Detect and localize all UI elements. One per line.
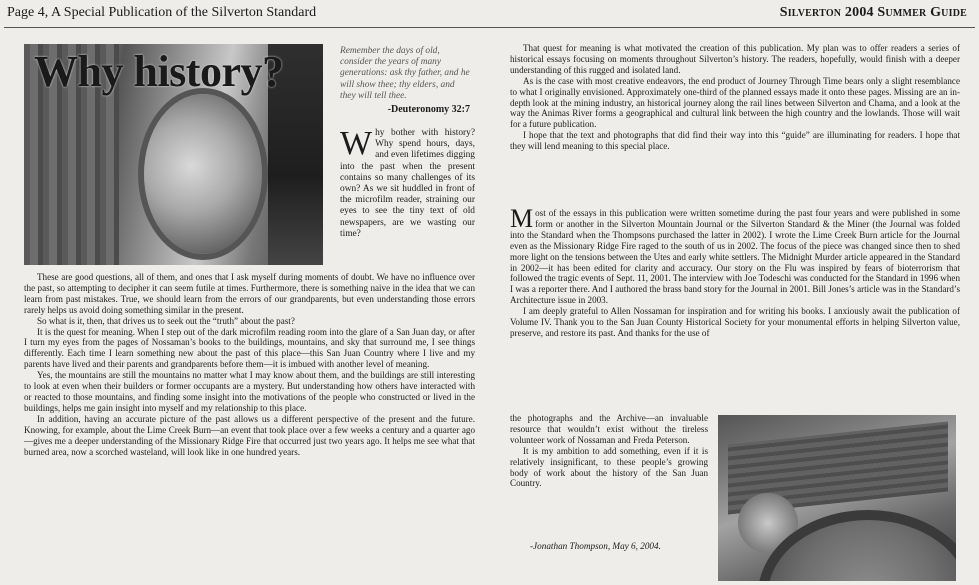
right-column-middle <box>510 204 960 339</box>
right-dropcap: M <box>510 204 534 233</box>
left-paragraph: These are good questions, all of them, and ones that I ask myself during moments of doubt. We have no influence over the past, so attempting to decipher it can seem futile at times. Furthermore, there is something naive in the idea that we can learn from past mistakes. True, we should learn from the errors of our grandparents, but even understanding those errors rarely helps us avoid doing something similar in the present. <box>24 272 475 315</box>
header-rule <box>4 27 975 28</box>
left-paragraph: So what is it, then, that drives us to seek out the “truth” about the past? <box>37 315 295 326</box>
machine-photo <box>718 415 956 581</box>
intro-text: hy bother with history? Why spend hours, days, and even lifetimes digging into the past when the present contains so many challenges of its own? As we sit huddled in front of the microfilm reader, straining our eyes to see the tiny text of old newspapers, are we wasting our time? <box>340 128 475 239</box>
right-mid-text-1: ost of the essays in this publication were written sometime during the past four years and were published in some form or another in the Silverton Mountain Journal or the Silverton Standard & the Miner (the Journal was folded into the Standard when the Thompsons purchased the latter in 2002). I wrote the Lime Creek Burn article for the Journal even as the Missionary Ridge Fire raged to the south of us in 2002. The focus of the piece was changed since then to shed more light on the tensions between the Utes and early white settlers. The Midnight Murder article appeared in the Standard in 2002—it has been edited for clarity and accuracy. Our story on the Flu was inspired by fears of bioterrorism that followed the tragic events of Sept. 11, 2001. The interview with Joe Todeschi was conducted for the Standard in 1996 when I was a reporter there. And I authored the brass band story for the Journal in 2001. Bill Jones’s article was in the Standard’s Architecture issue in 2003. <box>510 208 960 306</box>
right-column-tail <box>510 413 708 489</box>
hero-photo <box>24 44 323 265</box>
hero-photo-disc <box>144 94 262 254</box>
page-header <box>0 0 979 30</box>
right-paragraph: That quest for meaning is what motivated the creation of this publication. My plan was to offer readers a series of historical essays focusing on moments throughout Silverton’s history. The readers, hopefully, would finish with a deeper understanding of this rugged and isolated land. <box>510 43 960 75</box>
right-mid-paragraph <box>510 204 960 306</box>
intro-paragraph <box>340 125 475 240</box>
epigraph-attribution: -Deuteronomy 32:7 <box>387 104 470 115</box>
epigraph-text: Remember the days of old, consider the years of many generations: ask thy father, and he will show thee; thy elders, and they will tell thee. <box>340 46 470 101</box>
left-column-body <box>24 272 475 457</box>
header-page-label: Page 4, A Special Publication of the Silverton Standard <box>7 5 317 20</box>
right-column-top <box>510 43 960 152</box>
author-signature: -Jonathan Thompson, May 6, 2004. <box>530 541 661 551</box>
right-paragraph: As is the case with most creative endeavors, the end product of Journey Through Time bears only a slight resemblance to what I originally envisioned. Approximately one-third of the planned essays made it onto these pages. Missing are an in-depth look at the mining industry, an historical journey along the rail lines between Silverton and Chama, and a look at the way the Animas River forms a geographical and cultural link between the high country and the lowlands. Those will wait for a future publication. <box>510 75 960 130</box>
right-tail-paragraph: It is my ambition to add something, even if it is relatively insignificant, to these people’s growing body of work about the history of the San Juan Country. <box>510 445 708 489</box>
header-guide-title: Silverton 2004 Summer Guide <box>779 5 967 20</box>
left-paragraph: It is the quest for meaning. When I step out of the dark microfilm reading room into the glare of a San Juan day, or after I turn my eyes from the pages of Nossaman’s books to the buildings, mountains, and sky that surround me, I see things differently. Each time I learn something new about the past of this place—this San Juan Country where I live and my parents have lived and their parents and grandparents before them—it is imbued with another level of meaning. <box>24 326 475 370</box>
intro-dropcap: W <box>340 125 373 162</box>
left-paragraph: In addition, having an accurate picture of the past allows us a different perspective of the present and the future. Knowing, for example, about the Lime Creek Burn—an event that took place over a few weeks a century and a quarter ago—gives me a deeper understanding of the Missionary Ridge Fire that occurred just two years ago. It helps me see what that burned area, now a scorched wasteland, will look like in one hundred years. <box>24 413 475 457</box>
right-tail-paragraph: the photographs and the Archive—an invaluable resource that wouldn’t exist without the tireless volunteer work of Nossaman and Freda Peterson. <box>510 413 708 445</box>
right-paragraph: I hope that the text and photographs that did find their way into this “guide” are illuminating for readers. I hope that they will lend meaning to this special place. <box>510 130 960 152</box>
hero-title: Why history? <box>34 47 284 96</box>
right-mid-text-2: I am deeply grateful to Allen Nossaman for inspiration and for writing his books. I anxiously await the publication of Volume IV. Thank you to the San Juan County Historical Society for your monumental efforts in helping Silverton value, preserve, and restore its past. And thanks for the use of <box>510 306 960 338</box>
left-paragraph: Yes, the mountains are still the mountains no matter what I may know about them, and the buildings are still interesting to look at even when their builders or former occupants are a mystery. But understanding how others have interacted with or reacted to those mountains, and finding some insight into the motivations of the people who constructed or lived in the buildings, helps me gain insight into myself and my relationship to this place. <box>24 370 475 413</box>
